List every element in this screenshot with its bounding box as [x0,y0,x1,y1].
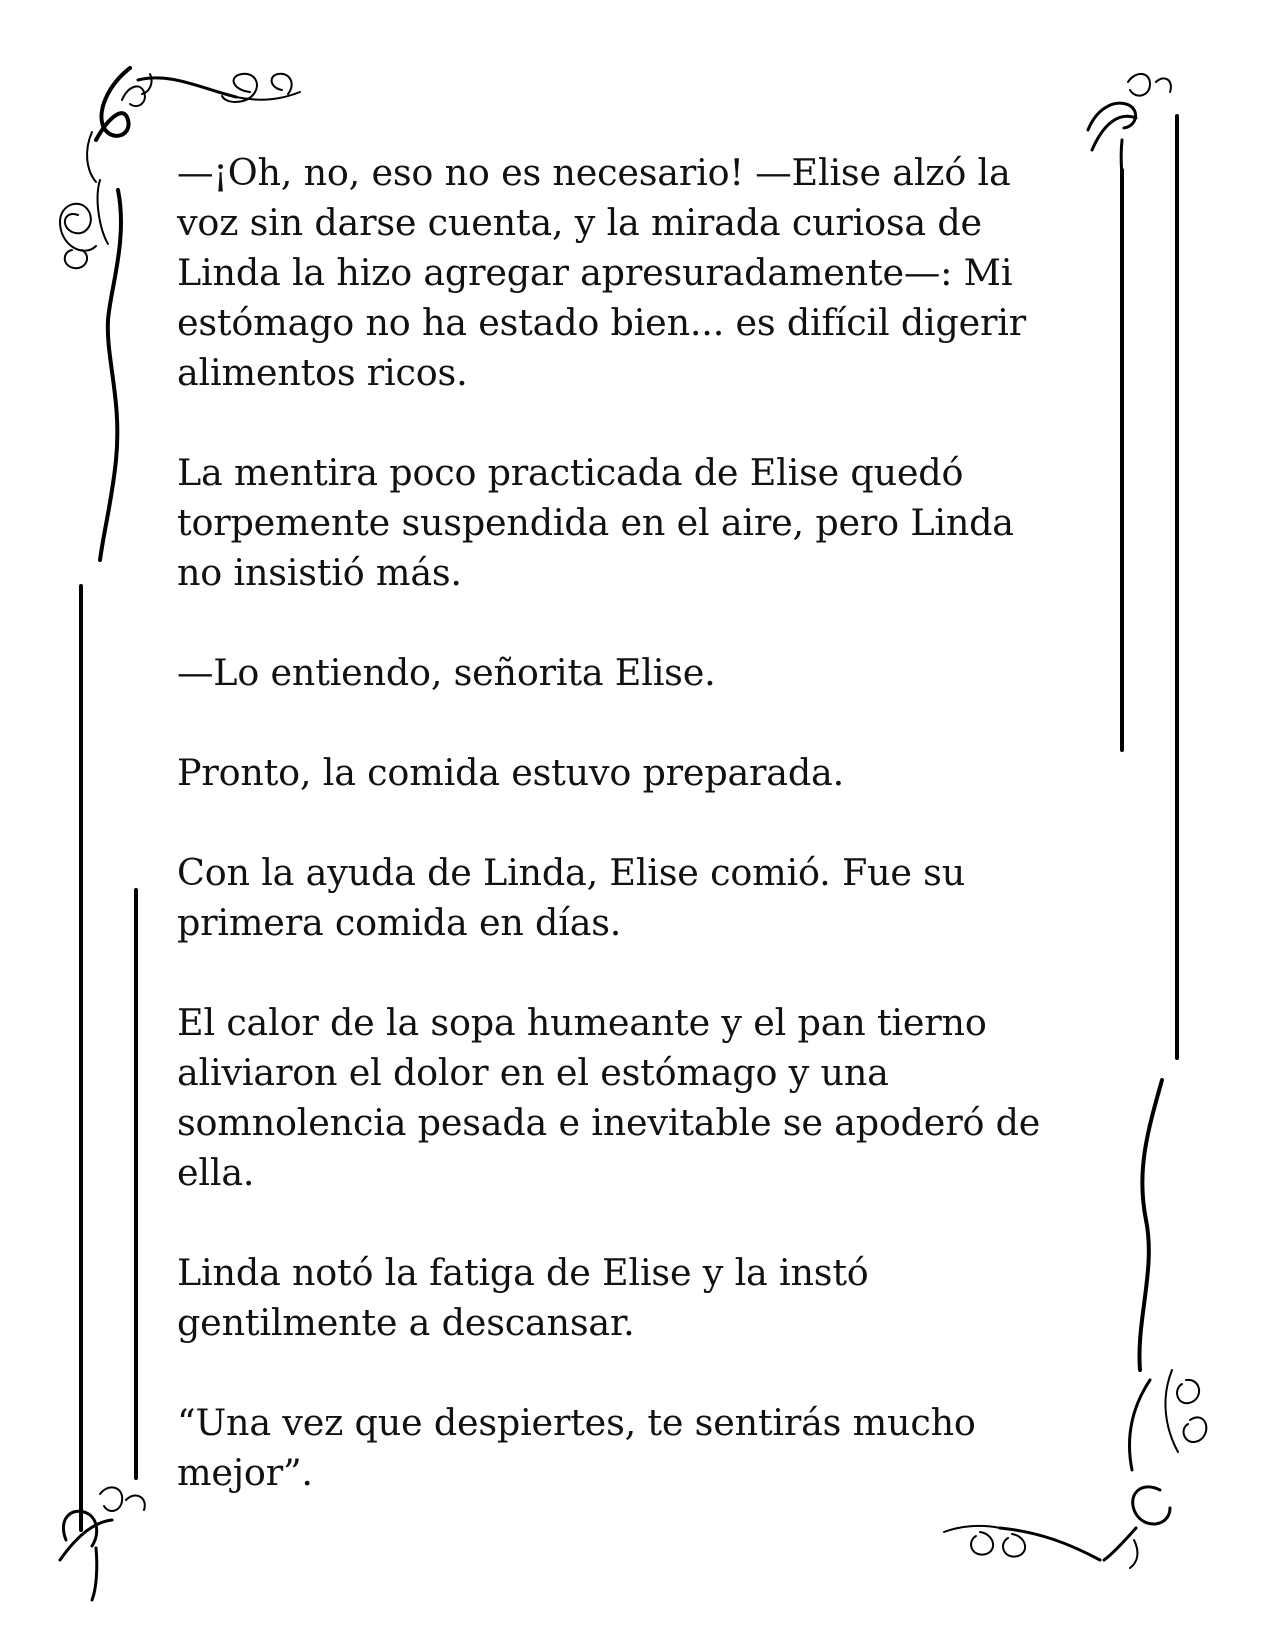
bottom-left-flourish-ornament [60,1487,145,1600]
paragraph: Pronto, la comida estuvo preparada. [177,751,844,794]
paragraph: —Lo entiendo, señorita Elise. [177,651,716,694]
paragraph: “Una vez que despiertes, te sentirás mucho mejor”. [177,1401,976,1494]
paragraph: La mentira poco practicada de Elise quedó torpemente suspendida en el aire, pero Linda no insistió más. [177,451,1014,594]
paragraph: Con la ayuda de Linda, Elise comió. Fue su primera comida en días. [177,851,966,944]
paragraph: —¡Oh, no, eso no es necesario! —Elise alzó la voz sin darse cuenta, y la mirada curiosa de Linda la hizo agregar apresuradamente—: Mi estómago no ha estado bien... es difícil digerir alimentos ricos. [177,151,1027,394]
top-right-flourish-ornament [1088,74,1171,178]
paragraph: El calor de la sopa humeante y el pan tierno aliviaron el dolor en el estómago y una somnolencia pesada e inevitable se apoderó de ella. [177,1001,1041,1194]
paragraph: Linda notó la fatiga de Elise y la instó gentilmente a descansar. [177,1251,869,1344]
story-text-block [177,148,1077,1548]
